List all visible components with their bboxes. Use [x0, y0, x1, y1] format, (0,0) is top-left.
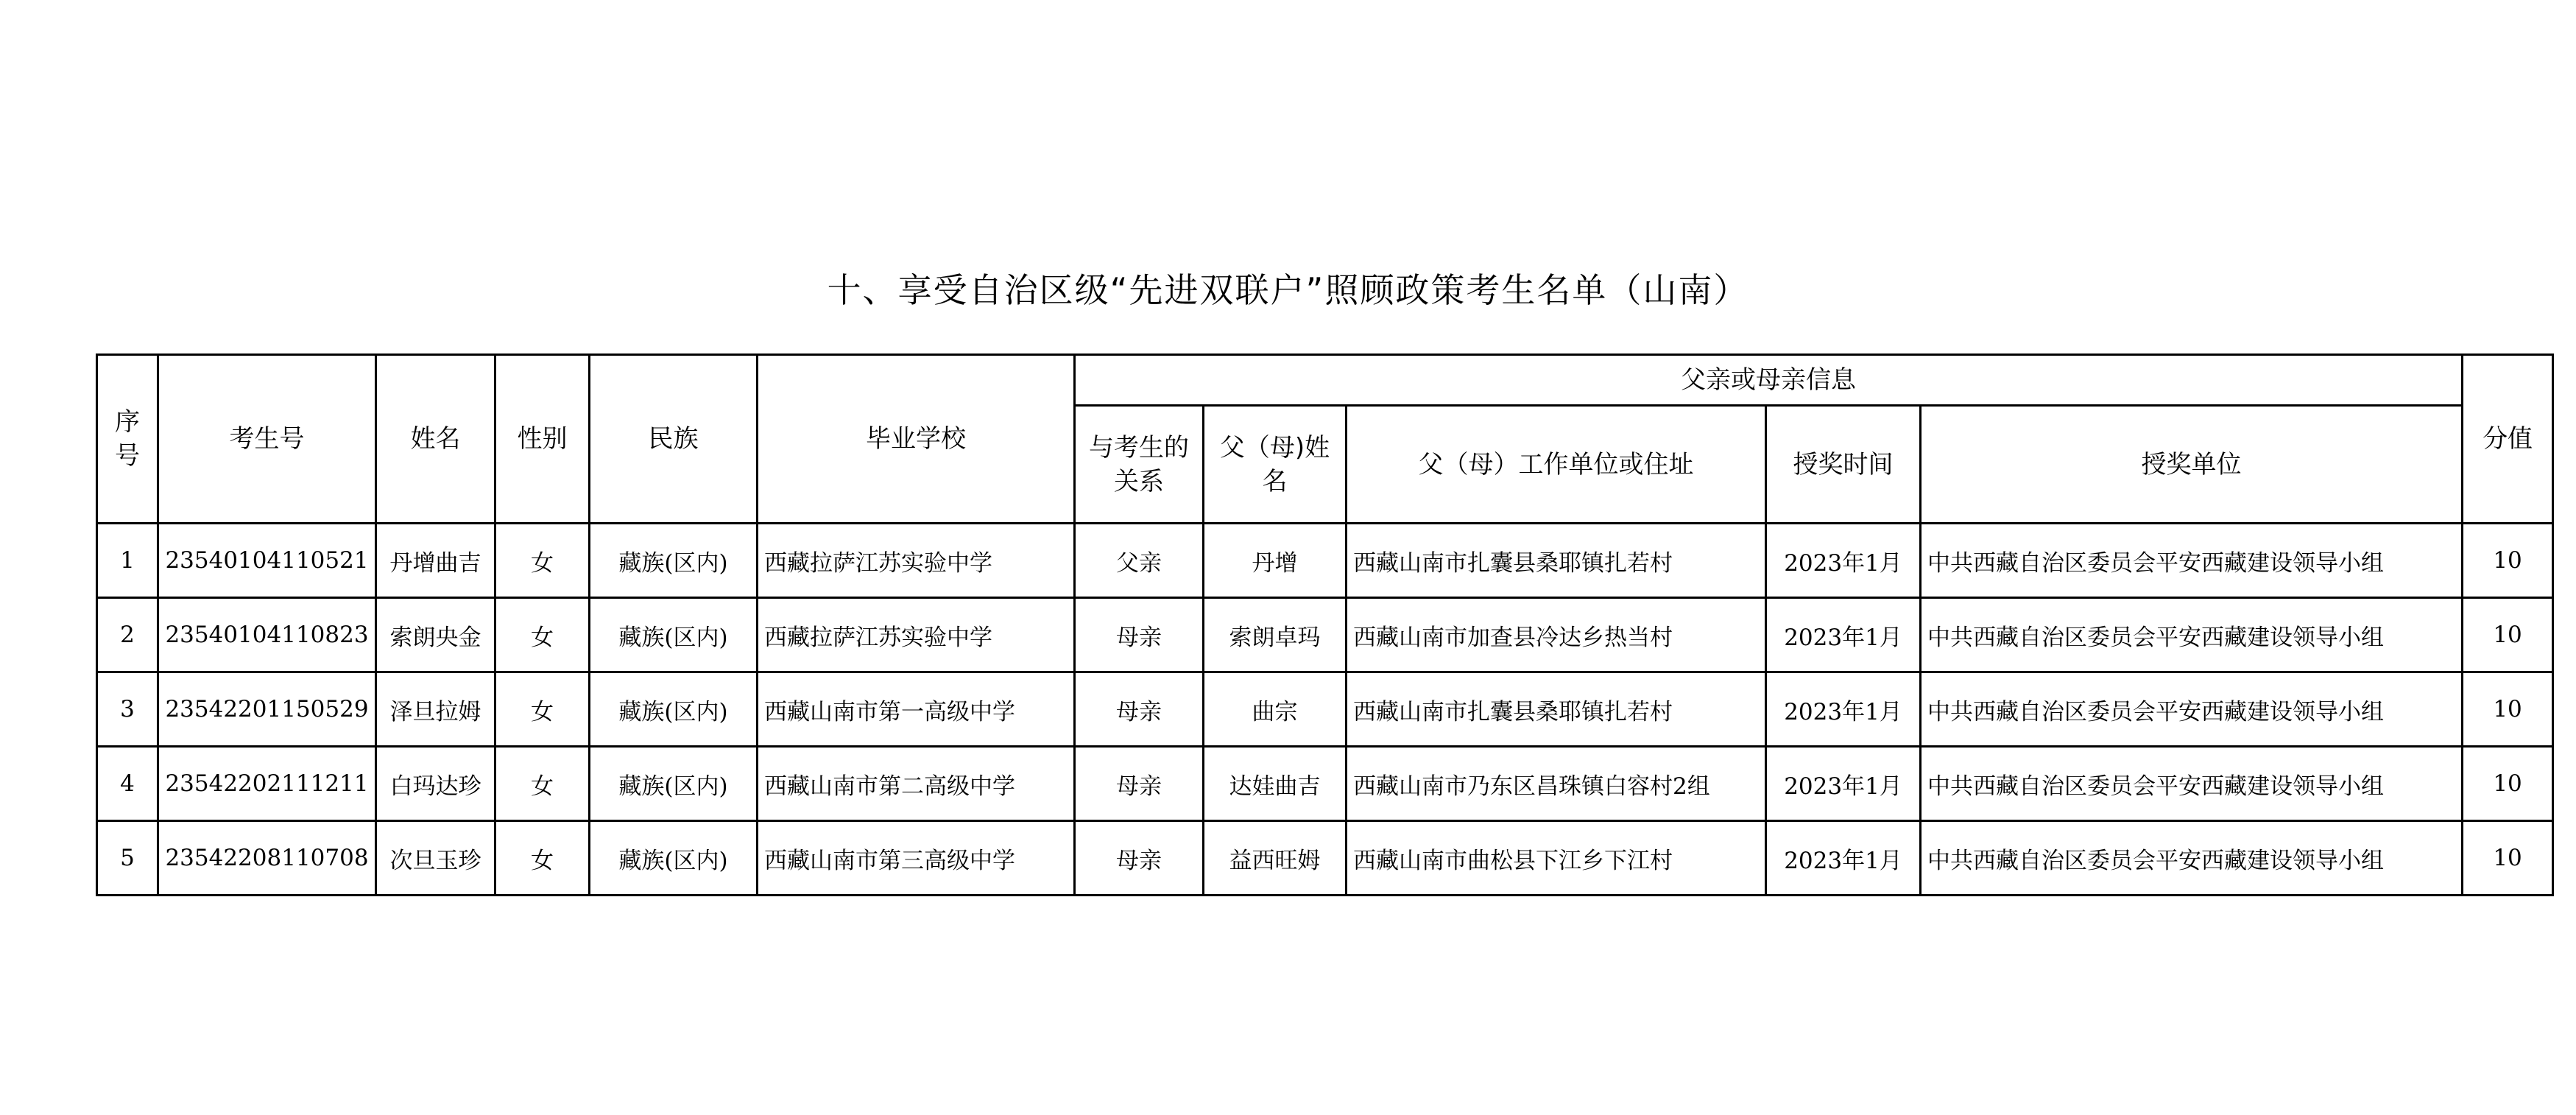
header-seq: 序号	[97, 355, 158, 524]
cell-relation: 母亲	[1075, 672, 1204, 747]
cell-parent-name: 达娃曲吉	[1204, 747, 1347, 821]
header-exam-no: 考生号	[158, 355, 376, 524]
cell-ethnicity: 藏族(区内)	[590, 598, 758, 672]
cell-exam-no: 23540104110521	[158, 524, 376, 598]
header-relation: 与考生的关系	[1075, 406, 1204, 524]
cell-relation: 母亲	[1075, 821, 1204, 896]
cell-ethnicity: 藏族(区内)	[590, 821, 758, 896]
cell-parent-name: 益西旺姆	[1204, 821, 1347, 896]
table-row	[97, 672, 2553, 747]
cell-ethnicity: 藏族(区内)	[590, 524, 758, 598]
table-row	[97, 524, 2553, 598]
cell-award-unit: 中共西藏自治区委员会平安西藏建设领导小组	[1921, 747, 2463, 821]
cell-address: 西藏山南市乃东区昌珠镇白容村2组	[1347, 747, 1766, 821]
cell-name: 白玛达珍	[376, 747, 495, 821]
cell-score: 10	[2463, 524, 2553, 598]
cell-address: 西藏山南市曲松县下江乡下江村	[1347, 821, 1766, 896]
cell-relation: 母亲	[1075, 747, 1204, 821]
cell-score: 10	[2463, 672, 2553, 747]
cell-relation: 父亲	[1075, 524, 1204, 598]
header-score: 分值	[2463, 355, 2553, 524]
cell-award-time: 2023年1月	[1766, 672, 1921, 747]
cell-award-unit: 中共西藏自治区委员会平安西藏建设领导小组	[1921, 672, 2463, 747]
cell-award-unit: 中共西藏自治区委员会平安西藏建设领导小组	[1921, 598, 2463, 672]
cell-gender: 女	[495, 747, 590, 821]
table-row	[97, 598, 2553, 672]
header-parent-info-group: 父亲或母亲信息	[1075, 355, 2463, 406]
cell-award-time: 2023年1月	[1766, 747, 1921, 821]
cell-parent-name: 曲宗	[1204, 672, 1347, 747]
cell-parent-name: 索朗卓玛	[1204, 598, 1347, 672]
cell-seq: 3	[97, 672, 158, 747]
cell-school: 西藏山南市第三高级中学	[758, 821, 1075, 896]
header-award-unit: 授奖单位	[1921, 406, 2463, 524]
cell-exam-no: 23542208110708	[158, 821, 376, 896]
cell-address: 西藏山南市加查县冷达乡热当村	[1347, 598, 1766, 672]
cell-address: 西藏山南市扎囊县桑耶镇扎若村	[1347, 524, 1766, 598]
header-parent-name: 父（母)姓名	[1204, 406, 1347, 524]
cell-award-unit: 中共西藏自治区委员会平安西藏建设领导小组	[1921, 821, 2463, 896]
cell-award-unit: 中共西藏自治区委员会平安西藏建设领导小组	[1921, 524, 2463, 598]
cell-seq: 4	[97, 747, 158, 821]
cell-address: 西藏山南市扎囊县桑耶镇扎若村	[1347, 672, 1766, 747]
cell-school: 西藏山南市第二高级中学	[758, 747, 1075, 821]
cell-score: 10	[2463, 598, 2553, 672]
header-gender: 性别	[495, 355, 590, 524]
cell-school: 西藏山南市第一高级中学	[758, 672, 1075, 747]
cell-exam-no: 23540104110823	[158, 598, 376, 672]
cell-exam-no: 23542201150529	[158, 672, 376, 747]
cell-school: 西藏拉萨江苏实验中学	[758, 598, 1075, 672]
cell-gender: 女	[495, 672, 590, 747]
cell-ethnicity: 藏族(区内)	[590, 672, 758, 747]
cell-exam-no: 23542202111211	[158, 747, 376, 821]
cell-score: 10	[2463, 747, 2553, 821]
cell-ethnicity: 藏族(区内)	[590, 747, 758, 821]
cell-name: 索朗央金	[376, 598, 495, 672]
cell-parent-name: 丹增	[1204, 524, 1347, 598]
table-row	[97, 747, 2553, 821]
header-name: 姓名	[376, 355, 495, 524]
cell-award-time: 2023年1月	[1766, 598, 1921, 672]
cell-relation: 母亲	[1075, 598, 1204, 672]
cell-gender: 女	[495, 821, 590, 896]
student-list-table	[96, 354, 2554, 896]
cell-gender: 女	[495, 524, 590, 598]
cell-gender: 女	[495, 598, 590, 672]
table-header	[97, 355, 2553, 524]
cell-award-time: 2023年1月	[1766, 821, 1921, 896]
header-address: 父（母）工作单位或住址	[1347, 406, 1766, 524]
cell-name: 丹增曲吉	[376, 524, 495, 598]
cell-seq: 5	[97, 821, 158, 896]
cell-seq: 2	[97, 598, 158, 672]
cell-seq: 1	[97, 524, 158, 598]
cell-school: 西藏拉萨江苏实验中学	[758, 524, 1075, 598]
header-award-time: 授奖时间	[1766, 406, 1921, 524]
cell-name: 泽旦拉姆	[376, 672, 495, 747]
page-title: 十、享受自治区级“先进双联户”照顾政策考生名单（山南）	[827, 270, 1749, 310]
header-school: 毕业学校	[758, 355, 1075, 524]
table-row	[97, 821, 2553, 896]
cell-score: 10	[2463, 821, 2553, 896]
header-ethnicity: 民族	[590, 355, 758, 524]
cell-name: 次旦玉珍	[376, 821, 495, 896]
cell-award-time: 2023年1月	[1766, 524, 1921, 598]
